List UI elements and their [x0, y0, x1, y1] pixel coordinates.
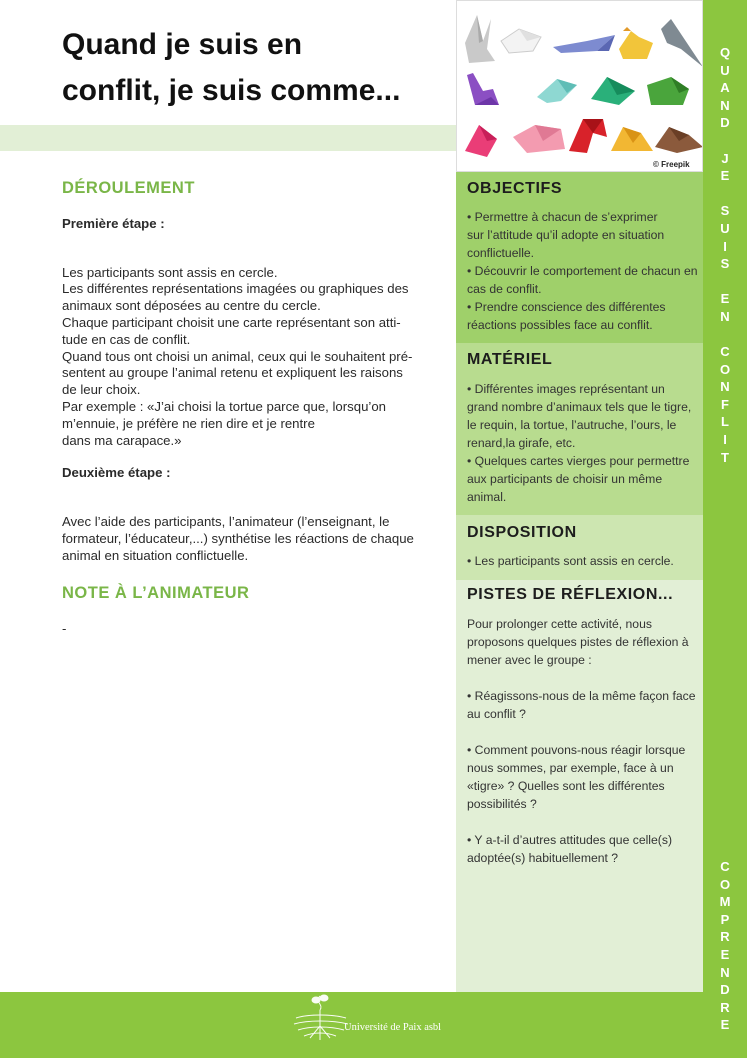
disposition-line: • Les participants sont assis en cercle.	[467, 554, 674, 568]
objectifs-line: • Prendre conscience des différentes	[467, 300, 666, 314]
text-line: sentent au groupe l’animal retenu et expliquent les raisons	[62, 365, 403, 381]
text-line: animal en situation conflictuelle.	[62, 547, 249, 563]
step2-text	[62, 514, 437, 564]
text-line: m’ennuie, je préfère ne rien dire et je rentre	[62, 415, 315, 431]
side-letter	[703, 185, 747, 203]
pistes-question-line: adoptée(s) habituellement ?	[467, 851, 619, 865]
materiel-line: • Différentes images représentant un	[467, 382, 665, 396]
side-letter: O	[719, 876, 731, 892]
text-line: de leur choix.	[62, 382, 141, 398]
side-letter: N	[720, 308, 730, 324]
side-letter: U	[720, 220, 730, 236]
text-line: tude en cas de conflit.	[62, 331, 191, 347]
side-letter: E	[720, 168, 730, 184]
objectifs-line: • Découvrir le comportement de chacun en	[467, 264, 698, 278]
side-letter: N	[720, 964, 730, 980]
side-letter: O	[719, 361, 731, 377]
pistes-question-line: possibilités ?	[467, 797, 537, 811]
side-letter: D	[720, 115, 730, 131]
text-line: animaux sont déposées au centre du cercle.	[62, 298, 321, 314]
objectifs-line: réactions possibles face au conflit.	[467, 318, 653, 332]
side-letter: N	[720, 97, 730, 113]
side-letter: I	[723, 432, 727, 448]
materiel-line: le requin, la tortue, l’autruche, l’ours, le	[467, 418, 677, 432]
photo-credit: © Freepik	[653, 160, 690, 169]
side-letter	[703, 273, 747, 291]
side-label-bottom	[703, 858, 747, 1034]
text-line: Les différentes représentations imagées ou graphiques des	[62, 281, 409, 297]
origami-animals-image	[456, 0, 703, 172]
step2-title: Deuxième étape :	[62, 465, 171, 481]
pistes-intro-line: mener avec le groupe :	[467, 653, 592, 667]
sidebar	[456, 0, 703, 992]
side-letter: I	[723, 238, 727, 254]
step1-title: Première étape :	[62, 215, 165, 231]
title-underband	[0, 125, 456, 151]
materiel-line: animal.	[467, 490, 507, 504]
pistes-question-line: • Réagissons-nous de la même façon face	[467, 689, 696, 703]
objectifs-heading: OBJECTIFS	[467, 180, 563, 197]
side-label-top	[703, 44, 747, 466]
side-letter: N	[720, 379, 730, 395]
side-letter: E	[720, 1017, 730, 1033]
side-letter	[703, 326, 747, 344]
materiel-line: • Quelques cartes vierges pour permettre	[467, 454, 690, 468]
main-column	[62, 180, 437, 638]
pistes-question-line: nous sommes, par exemple, face à un	[467, 761, 674, 775]
note-heading: NOTE À L’ANIMATEUR	[62, 583, 250, 602]
side-letter: E	[720, 946, 730, 962]
disposition-heading: DISPOSITION	[467, 524, 577, 541]
side-letter: Q	[719, 45, 731, 60]
logo-text: Université de Paix asbl	[344, 1022, 442, 1033]
objectifs-line: • Permettre à chacun de s’exprimer	[467, 210, 658, 224]
side-letter: S	[720, 256, 730, 272]
side-letter: R	[720, 929, 730, 945]
pistes-question-line: • Y a-t-il d’autres attitudes que celle(s)	[467, 833, 673, 847]
side-letter: E	[720, 291, 730, 307]
title-line-1: Quand je suis en	[62, 28, 303, 61]
materiel-line: renard,la girafe, etc.	[467, 436, 576, 450]
side-letter: F	[721, 396, 729, 412]
side-letter: C	[720, 859, 730, 874]
side-letter: T	[721, 449, 729, 465]
text-line: Les participants sont assis en cercle.	[62, 264, 278, 280]
side-letter: D	[720, 982, 730, 998]
text-line: Quand tous ont choisi un animal, ceux qui le souhaitent pré-	[62, 348, 413, 364]
objectifs-section	[456, 172, 703, 343]
text-line: dans ma carapace.»	[62, 432, 182, 448]
text-line: Par exemple : «J’ai choisi la tortue parce que, lorsqu’on	[62, 398, 387, 414]
objectifs-line: sur l’attitude qu’il adopte en situation	[467, 228, 665, 242]
side-letter	[703, 132, 747, 150]
pistes-section	[456, 580, 703, 992]
side-letter: C	[720, 344, 730, 360]
origami-illustration	[457, 1, 703, 172]
pistes-question-line: «tigre» ? Quelles sont les différentes	[467, 779, 665, 793]
university-logo	[290, 992, 470, 1058]
step1-text	[62, 265, 437, 450]
objectifs-line: cas de conflit.	[467, 282, 542, 296]
pistes-heading: PISTES DE RÉFLEXION...	[467, 586, 674, 603]
side-letter: P	[720, 911, 730, 927]
text-line: Avec l’aide des participants, l’animateur (l’enseignant, le	[62, 514, 390, 530]
materiel-line: grand nombre d’animaux tels que le tigre,	[467, 400, 692, 414]
deroulement-heading: DÉROULEMENT	[62, 179, 195, 197]
materiel-section	[456, 343, 703, 515]
objectifs-line: conflictuelle.	[467, 246, 535, 260]
page-title	[62, 22, 462, 114]
pistes-question-line: • Comment pouvons-nous réagir lorsque	[467, 743, 686, 757]
text-line: Chaque participant choisit une carte représentant son atti-	[62, 314, 401, 330]
side-letter: U	[720, 62, 730, 78]
side-stripe	[703, 0, 747, 1058]
side-letter: M	[719, 894, 731, 910]
pistes-intro-line: proposons quelques pistes de réflexion à	[467, 635, 689, 649]
side-letter: S	[720, 203, 730, 219]
side-letter: R	[720, 999, 730, 1015]
materiel-line: aux participants de choisir un même	[467, 472, 663, 486]
pistes-intro-line: Pour prolonger cette activité, nous	[467, 617, 652, 631]
side-letter: J	[721, 150, 729, 166]
pistes-question-line: au conflit ?	[467, 707, 526, 721]
note-text: -	[62, 621, 67, 637]
materiel-heading: MATÉRIEL	[467, 351, 553, 368]
text-line: formateur, l’éducateur,...) synthétise les réactions de chaque	[62, 530, 414, 546]
disposition-section	[456, 515, 703, 580]
side-letter: L	[721, 414, 729, 430]
side-letter: A	[720, 80, 730, 96]
title-line-2: conflit, je suis comme...	[62, 74, 401, 107]
